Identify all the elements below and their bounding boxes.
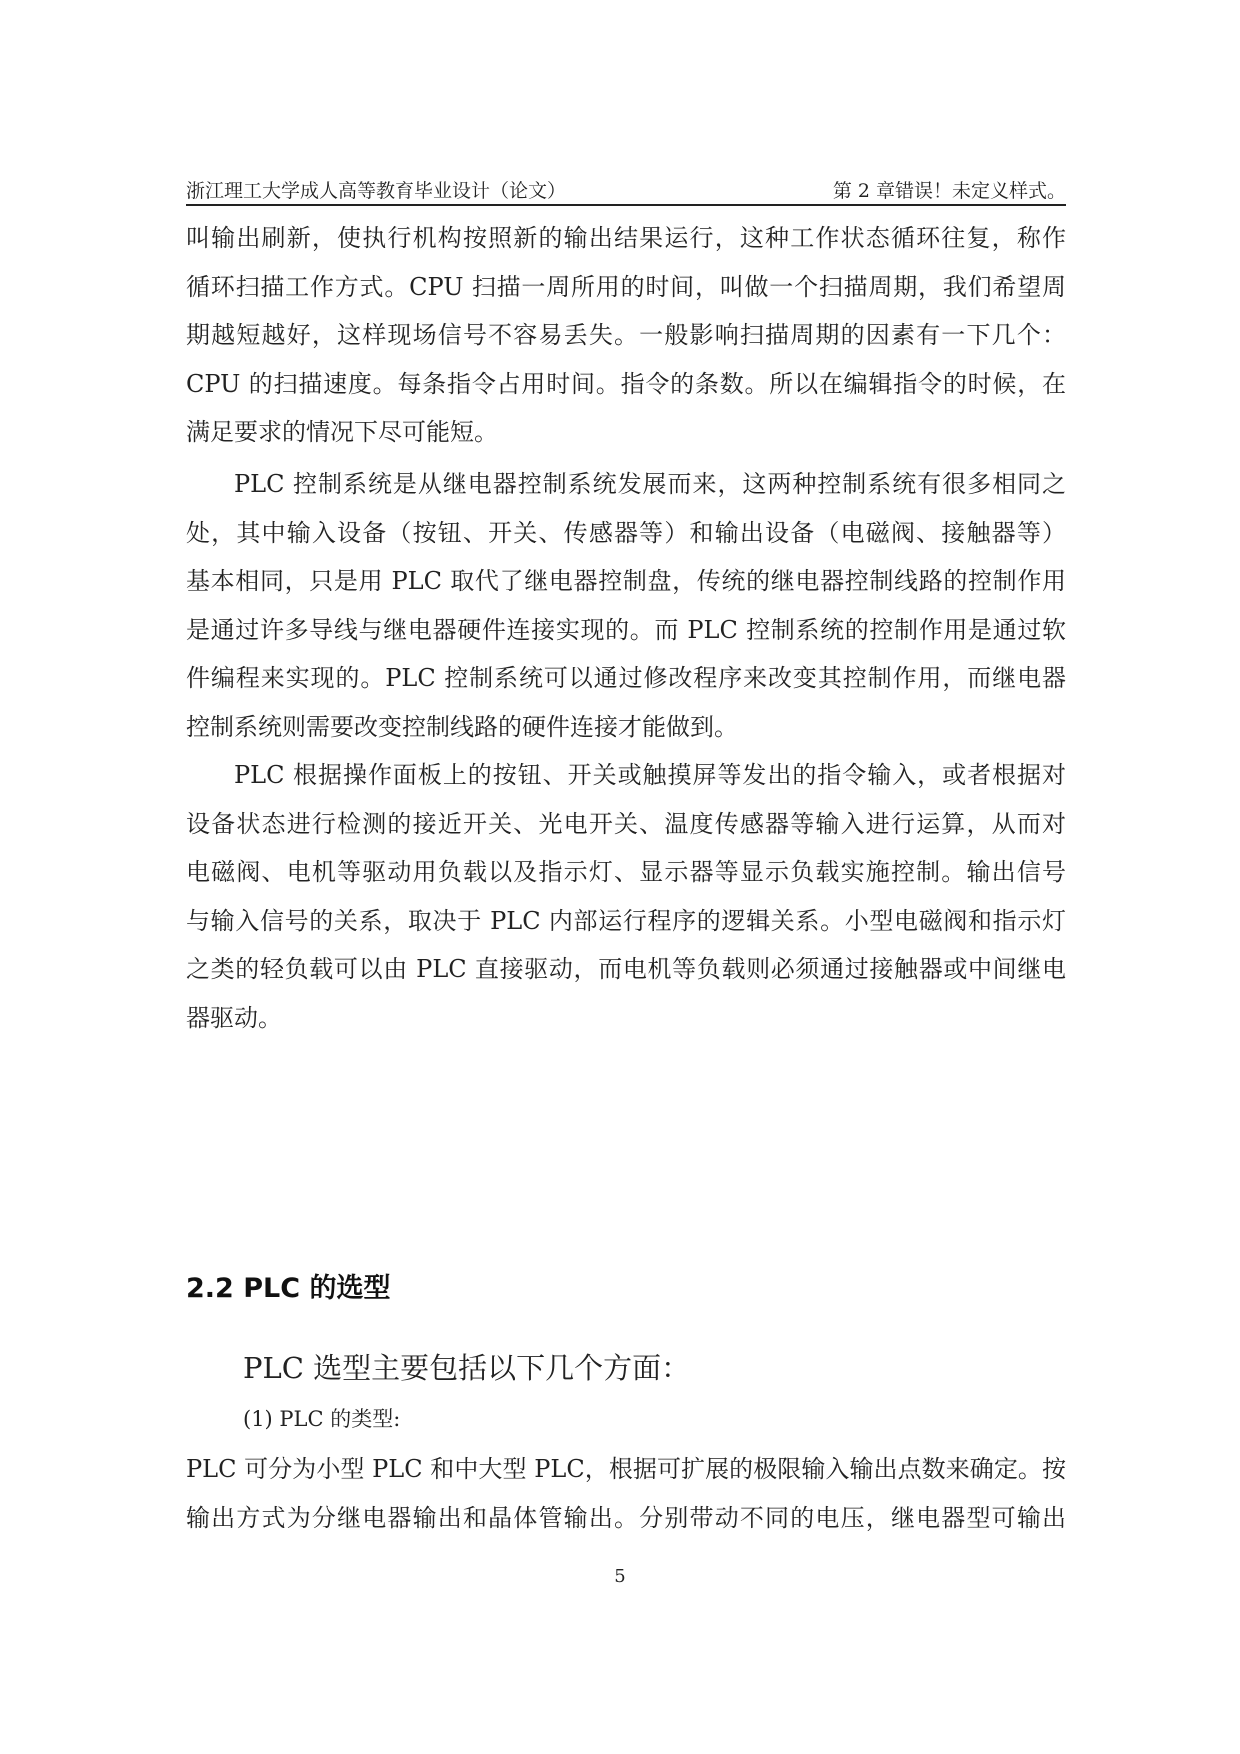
page-number: 5 bbox=[614, 1566, 626, 1587]
page-header bbox=[186, 176, 1066, 204]
header-rule bbox=[186, 204, 1066, 206]
text-line: 基本相同，只是用 PLC 取代了继电器控制盘，传统的继电器控制线路的控制作用 bbox=[186, 567, 1066, 595]
text-line: 器驱动。 bbox=[186, 1003, 282, 1032]
paragraph-4 bbox=[186, 1445, 1066, 1542]
paragraph-3 bbox=[186, 751, 1066, 1042]
text-line: 控制系统则需要改变控制线路的硬件连接才能做到。 bbox=[186, 712, 738, 741]
text-line: 满足要求的情况下尽可能短。 bbox=[186, 418, 498, 446]
text-line: 是通过许多导线与继电器硬件连接实现的。而 PLC 控制系统的控制作用是通过软 bbox=[186, 615, 1066, 644]
text-line: 电磁阀、电机等驱动用负载以及指示灯、显示器等显示负载实施控制。输出信号 bbox=[186, 858, 1066, 886]
list-item-heading: (1) PLC 的类型: bbox=[243, 1407, 401, 1431]
text-line: PLC 控制系统是从继电器控制系统发展而来，这两种控制系统有很多相同之 bbox=[234, 470, 1066, 498]
section-heading: 2.2 PLC 的选型 bbox=[186, 1273, 391, 1304]
text-line: 循环扫描工作方式。CPU 扫描一周所用的时间，叫做一个扫描周期，我们希望周 bbox=[186, 272, 1066, 301]
header-chapter: 第 2 章错误！未定义样式。 bbox=[832, 180, 1066, 202]
text-line: 设备状态进行检测的接近开关、光电开关、温度传感器等输入进行运算，从而对 bbox=[186, 809, 1066, 838]
text-line: PLC 可分为小型 PLC 和中大型 PLC，根据可扩展的极限输入输出点数来确定。按 bbox=[186, 1455, 1066, 1483]
text-line: 与输入信号的关系，取决于 PLC 内部运行程序的逻辑关系。小型电磁阀和指示灯 bbox=[186, 906, 1066, 935]
text-line: 件编程来实现的。PLC 控制系统可以通过修改程序来改变其控制作用，而继电器 bbox=[186, 664, 1066, 692]
text-line: CPU 的扫描速度。每条指令占用时间。指令的条数。所以在编辑指令的时候，在 bbox=[186, 369, 1066, 398]
text-line: 处，其中输入设备（按钮、开关、传感器等）和输出设备（电磁阀、接触器等） bbox=[186, 518, 1066, 547]
text-line: 期越短越好，这样现场信号不容易丢失。一般影响扫描周期的因素有一下几个： bbox=[186, 321, 1066, 349]
text-line: 之类的轻负载可以由 PLC 直接驱动，而电机等负载则必须通过接触器或中间继电 bbox=[186, 955, 1066, 983]
paragraph-1 bbox=[186, 214, 1066, 457]
header-title: 浙江理工大学成人高等教育毕业设计（论文） bbox=[186, 180, 567, 202]
text-line: 输出方式为分继电器输出和晶体管输出。分别带动不同的电压，继电器型可输出 bbox=[186, 1503, 1066, 1532]
section-intro: PLC 选型主要包括以下几个方面： bbox=[243, 1351, 691, 1385]
text-line: PLC 根据操作面板上的按钮、开关或触摸屏等发出的指令输入，或者根据对 bbox=[234, 761, 1066, 789]
text-line: 叫输出刷新，使执行机构按照新的输出结果运行，这种工作状态循环往复，称作 bbox=[186, 224, 1066, 252]
paragraph-2 bbox=[186, 460, 1066, 751]
